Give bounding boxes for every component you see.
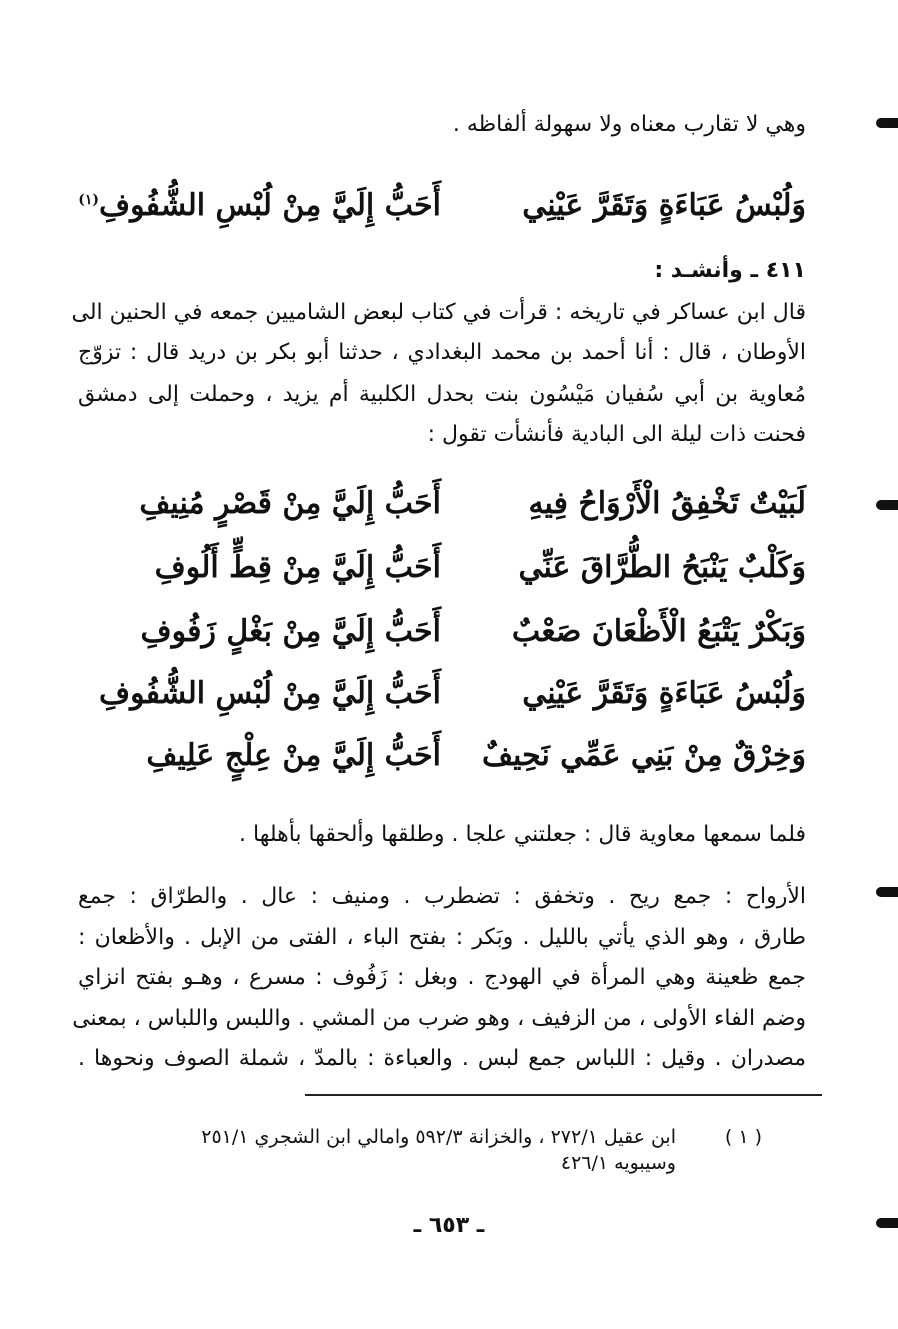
poem-verse	[140, 738, 806, 790]
intro-line: وهي لا تقارب معناه ولا سهولة ألفاظه .	[452, 112, 806, 137]
poem-verse	[140, 614, 806, 666]
top-verse-second-text: أَحَبُّ إِلَيَّ مِنْ لُبْسِ الشُّفُوفِ	[99, 188, 441, 223]
footnote-rule	[305, 1094, 822, 1096]
poem-second-hemistich: أَحَبُّ إِلَيَّ مِنْ لُبْسِ الشُّفُوفِ	[99, 676, 441, 711]
page-number: ـ ٦٥٣ ـ	[413, 1213, 485, 1238]
paragraph2-line: وضم الفاء الأولى ، من الزفيف ، وهو ضرب من المشي . واللبس واللباس ، بمعنى	[72, 1006, 806, 1031]
footnote-line: وسيبويه ٤٢٦/١	[560, 1152, 676, 1174]
poem-first-hemistich: وَكَلْبٌ يَنْبَحُ الطُّرَّاقَ عَنِّي	[518, 550, 806, 585]
footnote-number: ( ١ )	[724, 1126, 762, 1148]
paragraph1-line: الأوطان ، قال : أنا أحمد بن محمد البغدادي ، حدثنا أبو بكر بن دريد قال : تزوّج	[78, 340, 806, 365]
footnote-ref: (١)	[78, 192, 100, 208]
poem-first-hemistich: وَبَكْرٌ يَتْبَعُ الْأَظْعَانَ صَعْبٌ	[511, 614, 806, 649]
poem-second-hemistich: أَحَبُّ إِلَيَّ مِنْ عِلْجٍ عَلِيفِ	[146, 738, 441, 773]
poem-verse	[140, 550, 806, 602]
poem-second-hemistich: أَحَبُّ إِلَيَّ مِنْ بَغْلٍ زَفُوفِ	[140, 614, 441, 649]
paragraph2-line: جمع ظعينة وهي المرأة في الهودج . وبغل : زَفُوف : مسرع ، وهـو بفتح انزاي	[78, 965, 806, 990]
footnote-line: ابن عقيل ٢٧٢/١ ، والخزانة ٥٩٢/٣ وامالي ابن الشجري ٢٥١/١	[201, 1126, 676, 1148]
margin-mark	[876, 500, 898, 510]
paragraph2-line: الأرواح : جمع ريح . وتخفق : تضطرب . ومنيف : عال . والطرّاق : جمع	[78, 884, 806, 909]
paragraph2-line: طارق ، وهو الذي يأتي بالليل . وبَكر : بفتح الباء ، الفتى من الإبل . والأظعان :	[78, 925, 806, 950]
margin-mark	[876, 118, 898, 128]
top-verse-first-hemistich: وَلُبْسُ عَبَاءَةٍ وَتَقَرَّ عَيْنِي	[522, 188, 806, 223]
poem-verse	[99, 676, 806, 728]
margin-mark	[876, 887, 898, 897]
poem-second-hemistich: أَحَبُّ إِلَيَّ مِنْ قِطٍّ أَلُوفِ	[154, 550, 441, 585]
poem-first-hemistich: لَبَيْتٌ تَخْفِقُ الْأَرْوَاحُ فِيهِ	[528, 486, 806, 521]
entry-heading: ٤١١ ـ وأنشـد :	[654, 258, 806, 283]
poem-first-hemistich: وَخِرْقٌ مِنْ بَنِي عَمِّي نَحِيفٌ	[481, 738, 806, 773]
poem-verse	[140, 486, 806, 538]
top-verse	[78, 188, 806, 240]
top-verse-second-hemistich	[78, 188, 441, 223]
after-poem-line: فلما سمعها معاوية قال : جعلتني علجا . وطلقها وألحقها بأهلها .	[239, 822, 806, 847]
poem-second-hemistich: أَحَبُّ إِلَيَّ مِنْ قَصْرٍ مُنِيفِ	[139, 486, 441, 521]
paragraph1-line: مُعاوية بن أبي سُفيان مَيْسُون بنت بحدل الكلبية أم يزيد ، وحملت إلى دمشق	[78, 382, 806, 407]
poem-first-hemistich: وَلُبْسُ عَبَاءَةٍ وَتَقَرَّ عَيْنِي	[522, 676, 806, 711]
paragraph1-line: فحنت ذات ليلة الى البادية فأنشأت تقول :	[427, 422, 806, 447]
paragraph2-line: مصدران . وقيل : اللباس جمع لبس . والعباءة : بالمدّ ، شملة الصوف ونحوها .	[78, 1046, 806, 1071]
paragraph1-line: قال ابن عساكر في تاريخه : قرأت في كتاب لبعض الشاميين جمعه في الحنين الى	[71, 300, 806, 325]
